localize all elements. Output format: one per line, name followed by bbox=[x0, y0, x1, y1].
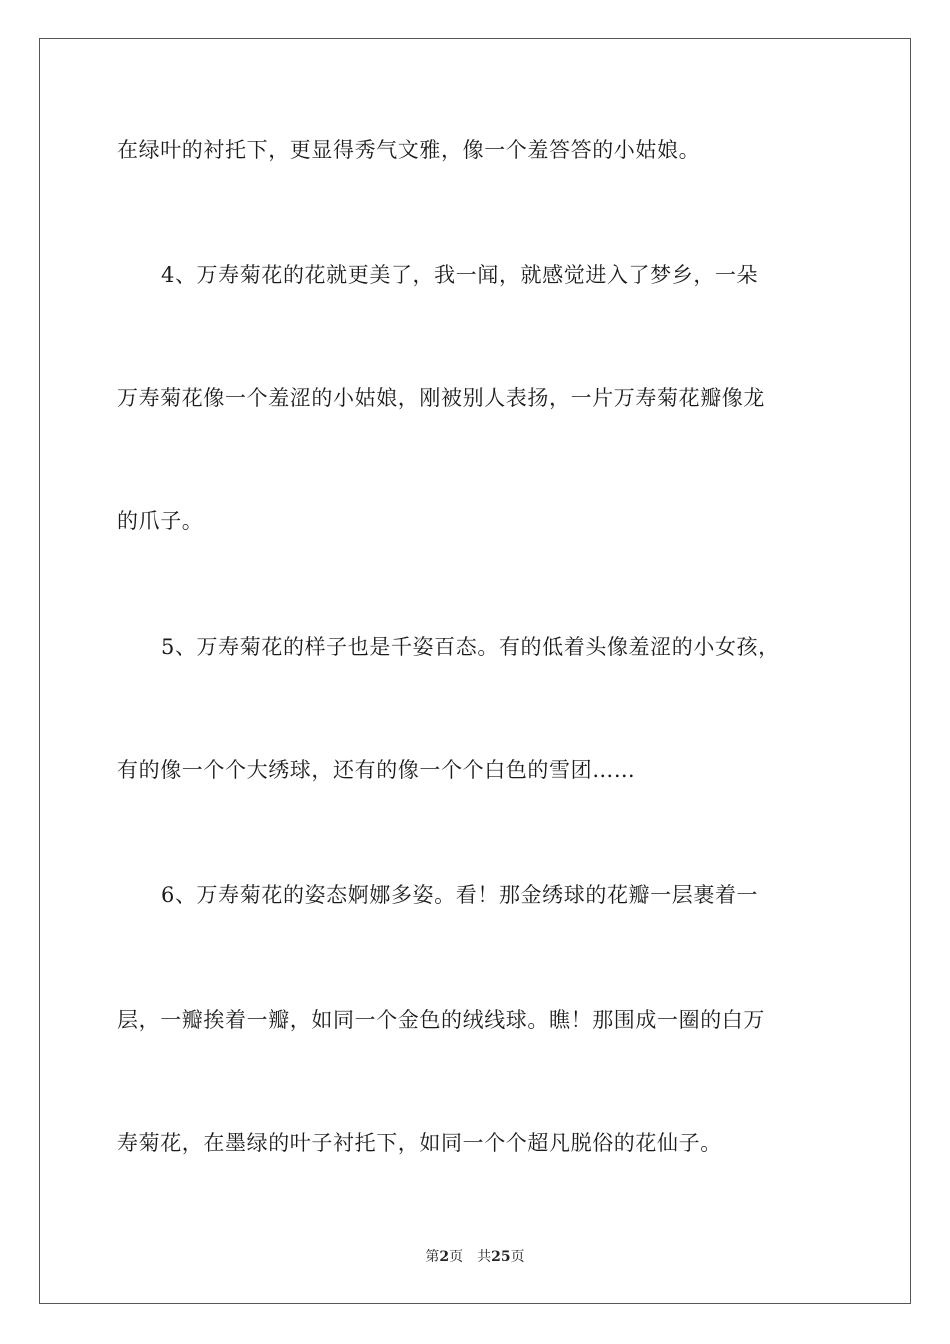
text-line-3: 万寿菊花像一个羞涩的小姑娘，刚被别人表扬，一片万寿菊花瓣像龙 bbox=[117, 386, 765, 410]
text-line-9: 寿菊花，在墨绿的叶子衬托下，如同一个个超凡脱俗的花仙子。 bbox=[117, 1131, 722, 1155]
page-footer bbox=[0, 1247, 950, 1267]
text-line-7: 6、万寿菊花的姿态婀娜多姿。看！那金绣球的花瓣一层裹着一 bbox=[161, 883, 759, 907]
total-pages: 25 bbox=[491, 1249, 511, 1265]
total-prefix: 共 bbox=[477, 1249, 492, 1265]
text-line-2: 4、万寿菊花的花就更美了，我一闻，就感觉进入了梦乡，一朵 bbox=[161, 263, 759, 287]
total-suffix: 页 bbox=[510, 1249, 525, 1265]
text-line-1: 在绿叶的衬托下，更显得秀气文雅，像一个羞答答的小姑娘。 bbox=[117, 138, 701, 162]
page-border bbox=[39, 38, 911, 1304]
page-prefix: 第 bbox=[425, 1249, 440, 1265]
text-line-5: 5、万寿菊花的样子也是千姿百态。有的低着头像羞涩的小女孩， bbox=[161, 635, 780, 659]
text-line-4: 的爪子。 bbox=[117, 509, 204, 533]
page-number: 2 bbox=[439, 1249, 450, 1265]
text-line-8: 层，一瓣挨着一瓣，如同一个金色的绒线球。瞧！那围成一圈的白万 bbox=[117, 1008, 765, 1032]
page-suffix: 页 bbox=[449, 1249, 464, 1265]
text-line-6: 有的像一个个大绣球，还有的像一个个白色的雪团…… bbox=[117, 758, 636, 782]
